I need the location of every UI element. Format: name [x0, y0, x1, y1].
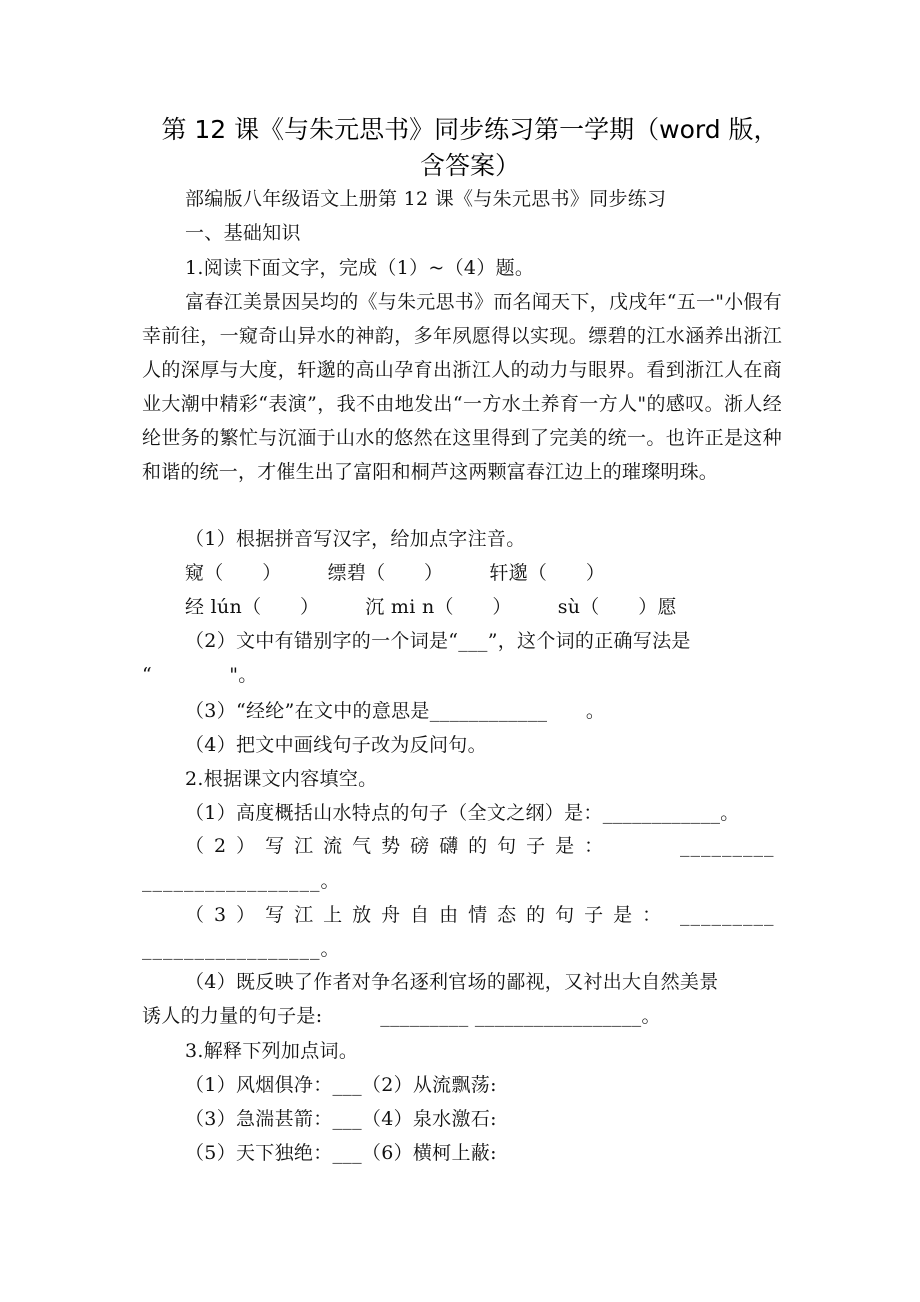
q1-sub1: （1）根据拼音写汉字，给加点字注音。: [185, 528, 526, 550]
pinyin-item: 缥碧（ ）: [327, 562, 444, 584]
q2-sub3-prompt: （3）写江上放舟自由情态的句子是：: [185, 904, 672, 926]
pinyin-item: 沉 mi n（ ）: [365, 596, 512, 618]
question-2-stem: 2.根据课文内容填空。: [185, 768, 378, 790]
q1-sub4: （4）把文中画线句子改为反问句。: [185, 734, 487, 756]
pinyin-item: 窥（ ）: [185, 562, 282, 584]
document-title: [140, 112, 800, 184]
q2-sub4-line2: 诱人的力量的句子是: _________ _________________。: [142, 1005, 661, 1027]
q2-sub3-blank-b: _________________。: [142, 938, 341, 960]
pinyin-item: 轩邈（ ）: [489, 562, 606, 584]
q3-row-1: （1）风烟俱净：___（2）从流飘荡:: [185, 1074, 497, 1096]
reading-passage: [142, 285, 782, 489]
question-3-stem: 3.解释下列加点词。: [185, 1040, 359, 1062]
q1-sub2-line2: “ "。: [142, 664, 258, 686]
q2-sub1: （1）高度概括山水特点的句子（全文之纲）是：____________。: [185, 802, 740, 824]
section-heading-basics: 一、基础知识: [185, 222, 301, 244]
q2-sub2-blank-b: _________________。: [142, 870, 341, 892]
passage-text: 富春江美景因吴均的《与朱元思书》而名闻天下，戊戌年“五一"小假有幸前往，一窥奇山异水的神韵，多年夙愿得以实现。缥碧的江水涵养出浙江人的深厚与大度，轩邈的高山孕育出浙江人的动力与眼界。看到浙江人在商业大潮中精彩“表演”，我不由地发出“一方水土养育一方人"的感叹。浙人经纶世务的繁忙与沉湎于山水的悠然在这里得到了完美的统一。也许正是这种和谐的统一，才催生出了富阳和桐芦这两颗富春江边上的璀璨明珠。: [142, 291, 782, 483]
q2-sub2-prompt: （2）写江流气势磅礴的句子是：: [185, 835, 614, 857]
q2-sub2-blank-a: _________: [680, 835, 775, 857]
q2-sub4-line1: （4）既反映了作者对争名逐利官场的鄙视，又衬出大自然美景: [185, 971, 719, 993]
question-1-stem: 1.阅读下面文字，完成（1）~（4）题。: [185, 257, 535, 279]
q1-sub3: （3）“经纶”在文中的意思是____________ 。: [185, 700, 606, 722]
q2-sub3-blank-a: _________: [680, 904, 775, 926]
pinyin-item: sù（ ）愿: [557, 596, 677, 618]
q3-row-2: （3）急湍甚箭：___（4）泉水激石:: [185, 1108, 497, 1130]
title-line-1: 第 12 课《与朱元思书》同步练习第一学期（word 版，: [161, 115, 779, 144]
q1-sub2-line1: （2）文中有错别字的一个词是“___”，这个词的正确写法是: [185, 630, 691, 652]
pinyin-item: 经 lún（ ）: [185, 596, 320, 618]
pinyin-row-2: [185, 591, 825, 624]
pinyin-row-1: [185, 557, 825, 590]
subtitle: 部编版八年级语文上册第 12 课《与朱元思书》同步练习: [185, 188, 667, 210]
title-line-2: 含答案）: [419, 151, 520, 180]
q3-row-3: （5）天下独绝：___（6）横柯上蔽:: [185, 1142, 497, 1164]
